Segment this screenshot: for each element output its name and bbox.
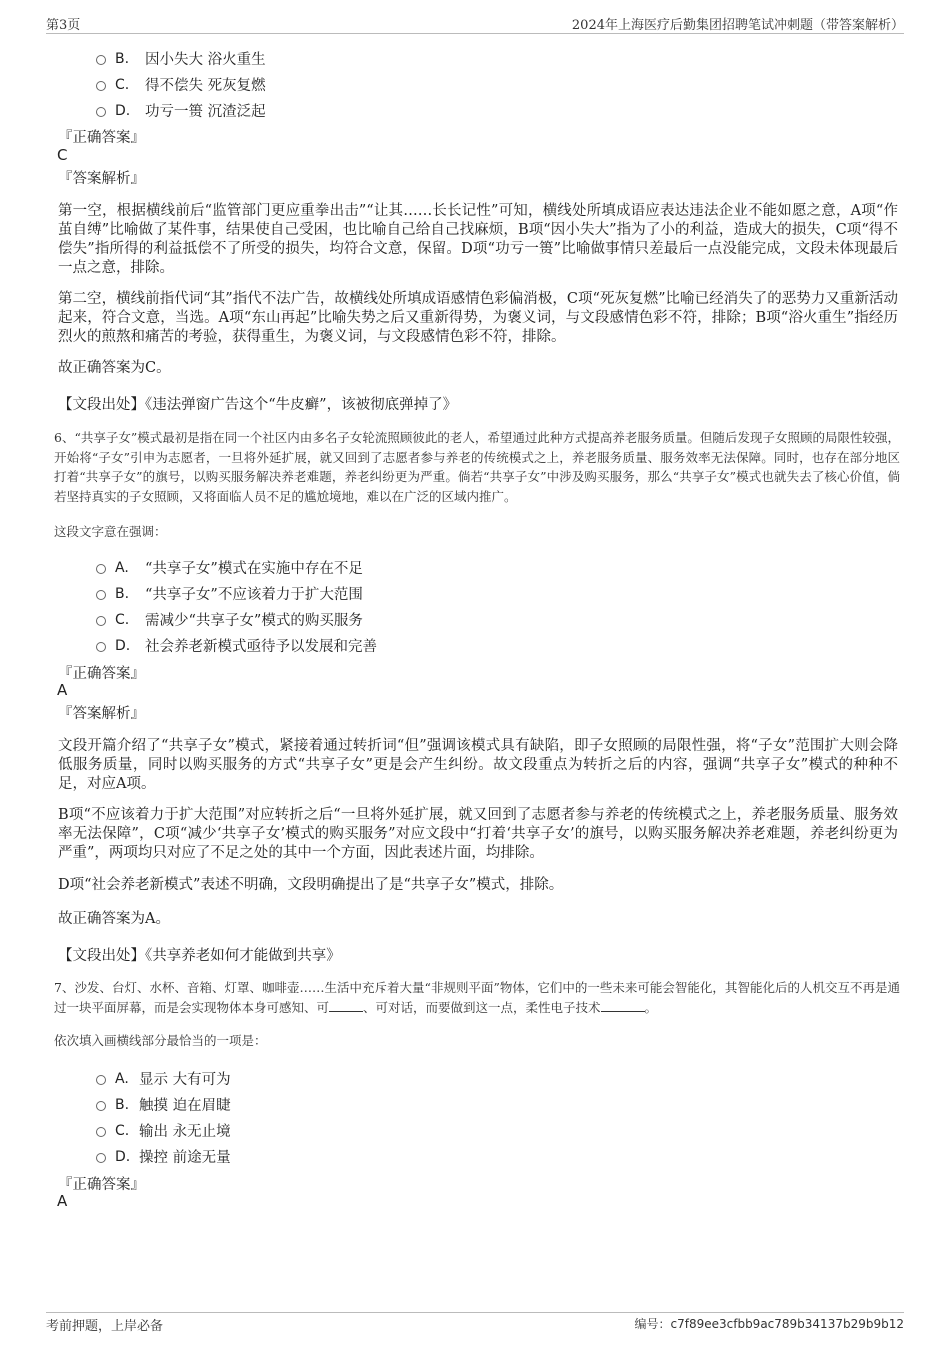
- option-c[interactable]: C. 需减少“共享子女”模式的购买服务: [96, 609, 363, 630]
- answer-heading: 『正确答案』: [58, 666, 145, 682]
- fill-blank[interactable]: [601, 1000, 645, 1012]
- analysis-heading: 『答案解析』: [58, 706, 145, 722]
- correct-answer: A: [57, 681, 68, 699]
- option-d[interactable]: D. 操控 前途无量: [96, 1146, 231, 1167]
- radio-icon[interactable]: [96, 1127, 106, 1137]
- page-header: [46, 12, 904, 34]
- analysis-paragraph: 第一空，根据横线前后“监管部门更应重拳出击”“让其……长长记性”可知，横线处所填成语应表达违法企业不能如愿之意，A项“作茧自缚”比喻做了某件事，结果使自己受困，也比喻自己给自己找麻烦，B项“因小失大”指为了小的利益，造成大的损失，C项“得不偿失”指所得的利益抵偿不了所受的损失，均符合文意，保留。D项“功亏一篑”比喻做事情只差最后一点没能完成，文段未体现最后一点之意，排除。: [58, 203, 898, 276]
- analysis-conclusion: 故正确答案为C。: [58, 360, 171, 376]
- option-c[interactable]: C. 得不偿失 死灰复燃: [96, 74, 266, 95]
- radio-icon[interactable]: [96, 1101, 106, 1111]
- question-stem: 6、“共享子女”模式最初是指在同一个社区内由多名子女轮流照顾彼此的老人，希望通过此种方式提高养老服务质量。但随后发现子女照顾的局限性较强，开始将“子女”引申为志愿者，一旦将外延扩展，就又回到了志愿者参与养老的传统模式之上，养老服务质量、服务效率无法保障。同时，也存在部分地区打着“共享子女”的旗号，以购买服务解决养老难题，养老纠纷更为严重。倘若“共享子女”中涉及购买服务，那么“共享子女”模式也就失去了核心价值，倘若坚持真实的子女照顾，又将面临人员不足的尴尬境地，难以在广泛的区域内推广。: [54, 430, 900, 504]
- option-d[interactable]: D. 社会养老新模式亟待予以发展和完善: [96, 635, 377, 656]
- radio-icon[interactable]: [96, 81, 106, 91]
- analysis-paragraph: D项“社会养老新模式”表述不明确，文段明确提出了是“共享子女”模式，排除。: [58, 877, 564, 893]
- source-citation: 【文段出处】《共享养老如何才能做到共享》: [58, 948, 341, 964]
- option-b[interactable]: B. 因小失大 浴火重生: [96, 48, 266, 69]
- question-stem: 7、沙发、台灯、水杯、音箱、灯罩、咖啡壶……生活中充斥着大量“非规则平面”物体，它们中的一些未来可能会智能化，其智能化后的人机交互不再是通过一块平面屏幕，而是会实现物体本身可感知、可 、可对话，而要做到这一点，柔性电子技术 。: [54, 980, 900, 1015]
- option-a[interactable]: A. 显示 大有可为: [96, 1068, 231, 1089]
- radio-icon[interactable]: [96, 564, 106, 574]
- question-prompt: 这段文字意在强调：: [54, 524, 167, 539]
- document-title: 2024年上海医疗后勤集团招聘笔试冲刺题（带答案解析）: [571, 18, 904, 33]
- radio-icon[interactable]: [96, 590, 106, 600]
- analysis-conclusion: 故正确答案为A。: [58, 911, 170, 927]
- answer-heading: 『正确答案』: [58, 1177, 145, 1193]
- correct-answer: C: [57, 146, 68, 164]
- option-c[interactable]: C. 输出 永无止境: [96, 1120, 231, 1141]
- answer-heading: 『正确答案』: [58, 130, 145, 146]
- option-b[interactable]: B. 触摸 迫在眉睫: [96, 1094, 231, 1115]
- question-prompt: 依次填入画横线部分最恰当的一项是：: [54, 1033, 267, 1048]
- radio-icon[interactable]: [96, 55, 106, 65]
- document-id: 编号：c7f89ee3cfbb9ac789b34137b29b9b12: [634, 1317, 904, 1331]
- option-b[interactable]: B. “共享子女”不应该着力于扩大范围: [96, 583, 363, 604]
- radio-icon[interactable]: [96, 1153, 106, 1163]
- option-d[interactable]: D. 功亏一篑 沉渣泛起: [96, 100, 266, 121]
- fill-blank[interactable]: [329, 1000, 363, 1012]
- analysis-paragraph: B项“不应该着力于扩大范围”对应转折之后“一旦将外延扩展，就又回到了志愿者参与养老的传统模式之上，养老服务质量、服务效率无法保障”，C项“减少‘共享子女’模式的购买服务”对应文段中“打着‘共享子女’的旗号，以购买服务解决养老难题，养老纠纷更为严重”，两项均只对应了不足之处的其中一个方面，因此表述片面，均排除。: [58, 807, 898, 861]
- radio-icon[interactable]: [96, 107, 106, 117]
- radio-icon[interactable]: [96, 642, 106, 652]
- source-citation: 【文段出处】《违法弹窗广告这个“牛皮癣”，该被彻底弹掉了》: [58, 397, 458, 413]
- option-a[interactable]: A. “共享子女”模式在实施中存在不足: [96, 557, 363, 578]
- footer-slogan: 考前押题，上岸必备: [46, 1319, 164, 1334]
- analysis-paragraph: 文段开篇介绍了“共享子女”模式，紧接着通过转折词“但”强调该模式具有缺陷，即子女照顾的局限性强，将“子女”范围扩大则会降低服务质量，同时以购买服务的方式“共享子女”更是会产生纠纷。故文段重点为转折之后的内容，强调“共享子女”模式的种种不足，对应A项。: [58, 738, 898, 792]
- radio-icon[interactable]: [96, 616, 106, 626]
- analysis-heading: 『答案解析』: [58, 171, 145, 187]
- correct-answer: A: [57, 1192, 68, 1210]
- page-number: 第3页: [46, 18, 81, 33]
- radio-icon[interactable]: [96, 1075, 106, 1085]
- analysis-paragraph: 第二空，横线前指代词“其”指代不法广告，故横线处所填成语感情色彩偏消极，C项“死灰复燃”比喻已经消失了的恶势力又重新活动起来，符合文意，当选。A项“东山再起”比喻失势之后又重新得势，为褒义词，与文段感情色彩不符，排除；B项“浴火重生”指经历烈火的煎熬和痛苦的考验，获得重生，为褒义词，与文段感情色彩不符，排除。: [58, 291, 898, 345]
- page-footer: [46, 1312, 904, 1334]
